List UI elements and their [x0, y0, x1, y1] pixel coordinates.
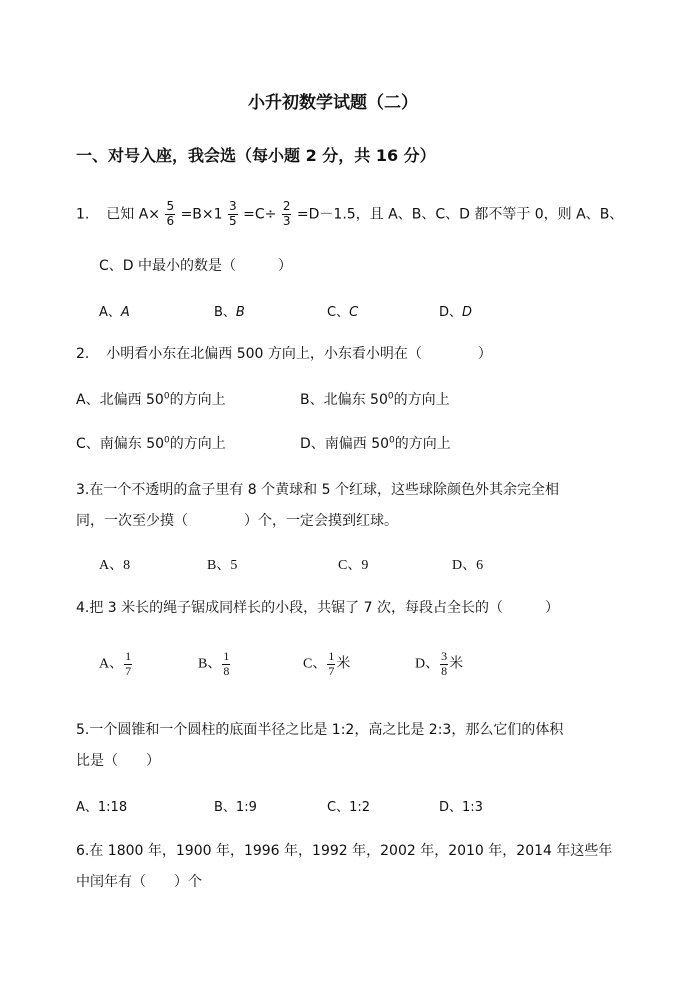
page-title: 小升初数学试题（二） [248, 93, 418, 113]
fraction: $\frac{1}{7}$ [125, 649, 132, 678]
option-a: A、北偏西 $50^0$的方向上 [76, 391, 226, 408]
question-5-line-1: 5.一个圆锥和一个圆柱的底面半径之比是 1:2，高之比是 2:3，那么它们的体积 [76, 722, 564, 738]
fraction: $\frac{1}{7}$ [328, 649, 335, 678]
option-a: A、A [99, 305, 130, 320]
fraction: $\frac{3}{8}$ [441, 649, 448, 678]
question-3-line-2: 同，一次至少摸（ ）个，一定会摸到红球。 [76, 513, 398, 529]
option-d: D、 $\frac{3}{8}$ 米 [415, 649, 464, 678]
option-b: B、5 [207, 558, 238, 573]
option-b: B、北偏东 $50^0$的方向上 [300, 391, 450, 408]
question-6-line-2: 中闰年有（ ）个 [76, 874, 202, 890]
question-6-line-1: 6.在 1800 年，1900 年，1996 年，1992 年，2002 年，2010 年，2014 年这些年 [76, 843, 613, 859]
q1-text-1: 已知 A× [106, 206, 161, 223]
question-2 [76, 343, 492, 363]
option-d: D、D [439, 305, 473, 320]
option-c: C、C [327, 305, 359, 320]
question-5-line-2: 比是（ ） [76, 753, 160, 769]
option-c: C、 $\frac{1}{7}$ 米 [303, 649, 351, 678]
q1-text-3: =C÷ [243, 206, 277, 223]
option-a: A、8 [99, 558, 131, 573]
question-1-line-1 [76, 200, 623, 229]
section-heading: 一、对号入座，我会选（每小题 2 分，共 16 分） [76, 146, 436, 165]
fraction: $\frac{2}{3}$ [282, 199, 291, 228]
fraction: $\frac{1}{8}$ [223, 649, 230, 678]
question-3-line-1: 3.在一个不透明的盒子里有 8 个黄球和 5 个红球，这些球除颜色外其余完全相 [76, 482, 559, 498]
option-b: B、1:9 [214, 800, 257, 815]
q1-text-4: =D－1.5，且 A、B、C、D 都不等于 0，则 A、B、 [296, 206, 624, 223]
option-c: C、9 [338, 558, 369, 573]
question-number: 1. [76, 206, 90, 223]
question-4: 4.把 3 米长的绳子锯成同样长的小段，共锯了 7 次，每段占全长的（ ） [76, 600, 559, 616]
option-c: C、南偏东 $50^0$的方向上 [76, 435, 226, 452]
option-b: B、 $\frac{1}{8}$ [198, 649, 230, 678]
option-d: D、6 [452, 558, 484, 573]
q1-text-2: =B×1 [180, 206, 223, 223]
option-c: C、1:2 [327, 800, 370, 815]
question-number: 2. [76, 346, 90, 362]
fraction: $\frac{5}{6}$ [166, 199, 175, 228]
option-a: A、1:18 [76, 800, 128, 815]
fraction: $\frac{3}{5}$ [229, 199, 237, 228]
option-d: D、南偏西 $50^0$的方向上 [300, 435, 451, 452]
question-1-line-2: C、D 中最小的数是（ ） [99, 258, 293, 274]
option-a: A、 $\frac{1}{7}$ [99, 649, 132, 678]
option-b: B、B [214, 305, 245, 320]
question-2-text: 小明看小东在北偏西 500 方向上，小东看小明在（ ） [106, 346, 492, 362]
option-d: D、1:3 [439, 800, 483, 815]
